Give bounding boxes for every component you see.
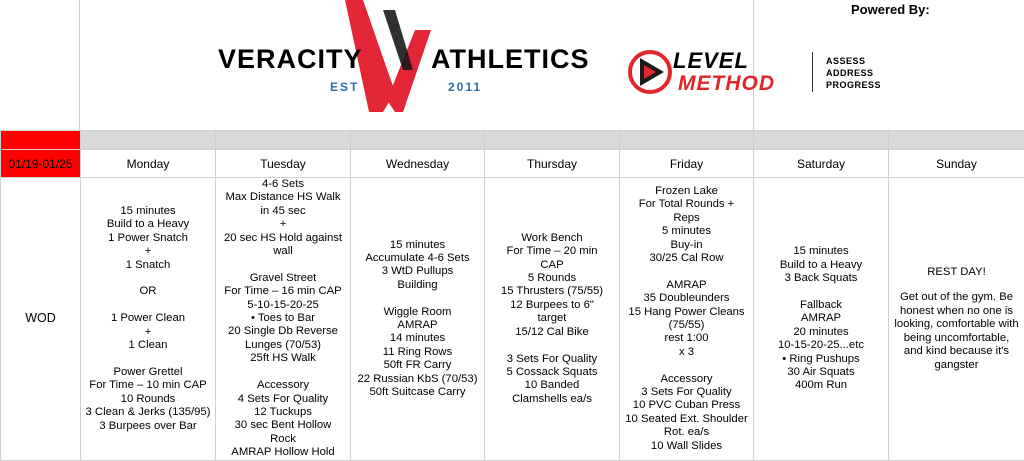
workout-line: 4-6 Sets <box>216 178 350 191</box>
workout-line: 50ft Suitcase Carry <box>351 386 484 399</box>
tagline-progress: PROGRESS <box>826 80 881 90</box>
band-cell <box>754 131 889 150</box>
spacer <box>620 265 753 278</box>
sunday-title: REST DAY! <box>893 266 1020 279</box>
method-word: METHOD <box>678 72 775 96</box>
tagline-assess: ASSESS <box>826 56 866 66</box>
brand-est: EST <box>330 80 359 94</box>
workout-line: 20 minutes <box>754 326 888 339</box>
wod-cell-wednesday <box>351 178 485 461</box>
workout-line: wall <box>216 245 350 258</box>
band-cell <box>81 131 216 150</box>
wod-row-label: WOD <box>1 178 81 461</box>
workout-line: target <box>485 312 619 325</box>
spacer <box>81 353 215 366</box>
workout-line: Power Grettel <box>81 366 215 379</box>
workout-line: 3 Burpees over Bar <box>81 420 215 433</box>
brand-year: 2011 <box>448 80 482 94</box>
workout-line: 15/12 Cal Bike <box>485 326 619 339</box>
spacer <box>351 292 484 305</box>
workout-line: For Total Rounds + <box>620 198 753 211</box>
spacer <box>81 272 215 285</box>
header-band-row <box>1 131 1024 150</box>
date-range-cell: 01/19-01/25 <box>1 150 81 178</box>
workout-line: Rot. ea/s <box>620 426 753 439</box>
day-header-wednesday: Wednesday <box>351 150 485 178</box>
workout-line: 15 minutes <box>351 239 484 252</box>
day-header-row <box>1 150 1024 178</box>
level-word: LEVEL <box>673 48 749 74</box>
workout-line: 10 PVC Cuban Press <box>620 399 753 412</box>
workout-line: 1 Snatch <box>81 259 215 272</box>
day-header-thursday: Thursday <box>485 150 620 178</box>
workout-line: Frozen Lake <box>620 185 753 198</box>
wod-cell-saturday <box>754 178 889 461</box>
workout-line: 3 Sets For Quality <box>620 386 753 399</box>
workout-line: AMRAP <box>620 279 753 292</box>
band-cell <box>889 131 1024 150</box>
workout-line: (75/55) <box>620 319 753 332</box>
workout-line: 1 Power Snatch <box>81 232 215 245</box>
band-cell <box>1 131 81 150</box>
brand-left: VERACITY <box>218 44 363 75</box>
workout-line: in 45 sec <box>216 205 350 218</box>
day-header-sunday: Sunday <box>889 150 1024 178</box>
workout-line: 5-10-15-20-25 <box>216 299 350 312</box>
day-header-friday: Friday <box>620 150 754 178</box>
workout-line: AMRAP Hollow Hold <box>216 446 350 459</box>
wod-cell-sunday <box>889 178 1024 461</box>
header-divider <box>79 0 80 130</box>
workout-line: 12 Burpees to 6" <box>485 299 619 312</box>
workout-line: 30 Air Squats <box>754 366 888 379</box>
sunday-text: Get out of the gym. Be honest when no one is looking, comfortable with being uncomfortable, and kind because it's gangster <box>893 291 1020 371</box>
workout-line: 50ft FR Carry <box>351 359 484 372</box>
workout-line: Building <box>351 279 484 292</box>
workout-line: 4 Sets For Quality <box>216 393 350 406</box>
workout-line: 10 Seated Ext. Shoulder <box>620 413 753 426</box>
brand-right: ATHLETICS <box>431 44 590 75</box>
powered-by-label: Powered By: <box>851 2 930 17</box>
workout-line: 10 Wall Slides <box>620 440 753 453</box>
workout-line: Accessory <box>620 373 753 386</box>
day-header-tuesday: Tuesday <box>216 150 351 178</box>
band-cell <box>351 131 485 150</box>
workout-line: 3 Clean & Jerks (135/95) <box>81 406 215 419</box>
workout-line: 15 minutes <box>754 245 888 258</box>
workout-line: 22 Russian KbS (70/53) <box>351 373 484 386</box>
workout-line: Build to a Heavy <box>754 259 888 272</box>
workout-line: Work Bench <box>485 232 619 245</box>
band-cell <box>485 131 620 150</box>
workout-line: + <box>216 218 350 231</box>
workout-line: Lunges (70/53) <box>216 339 350 352</box>
workout-line: 25ft HS Walk <box>216 352 350 365</box>
spacer <box>216 366 350 379</box>
day-header-monday: Monday <box>81 150 216 178</box>
workout-line: 12 Tuckups <box>216 406 350 419</box>
workout-line: 10 Rounds <box>81 393 215 406</box>
wod-cell-thursday <box>485 178 620 461</box>
workout-line: 3 WtD Pullups <box>351 265 484 278</box>
logo-divider <box>812 52 813 92</box>
workout-line: 20 Single Db Reverse <box>216 325 350 338</box>
workout-line: Max Distance HS Walk <box>216 191 350 204</box>
workout-line: 35 Doubleunders <box>620 292 753 305</box>
wod-cell-tuesday <box>216 178 351 461</box>
workout-line: 400m Run <box>754 379 888 392</box>
workout-line: AMRAP <box>351 319 484 332</box>
workout-line: 30/25 Cal Row <box>620 252 753 265</box>
header <box>0 0 1024 130</box>
workout-line: + <box>81 326 215 339</box>
workout-line: 10-15-20-25...etc <box>754 339 888 352</box>
workout-line: 14 minutes <box>351 332 484 345</box>
wod-row <box>1 178 1024 461</box>
spacer <box>81 299 215 312</box>
workout-line: For Time – 16 min CAP <box>216 285 350 298</box>
workout-line: Accumulate 4-6 Sets <box>351 252 484 265</box>
workout-line: Accessory <box>216 379 350 392</box>
workout-line: 5 minutes <box>620 225 753 238</box>
spacer <box>754 285 888 298</box>
spacer <box>216 258 350 271</box>
workout-line: 30 sec Bent Hollow <box>216 419 350 432</box>
workout-line: For Time – 10 min CAP <box>81 379 215 392</box>
header-divider <box>753 0 754 130</box>
spacer <box>893 279 1020 291</box>
workout-line: 15 Hang Power Cleans <box>620 306 753 319</box>
workout-line: 1 Clean <box>81 339 215 352</box>
workout-line: CAP <box>485 259 619 272</box>
workout-line: OR <box>81 285 215 298</box>
workout-line: + <box>81 245 215 258</box>
workout-line: 15 minutes <box>81 205 215 218</box>
workout-line: Fallback <box>754 299 888 312</box>
spacer <box>485 339 619 352</box>
workout-line: 20 sec HS Hold against <box>216 232 350 245</box>
workout-line: Gravel Street <box>216 272 350 285</box>
spacer <box>620 359 753 372</box>
workout-line: Rock <box>216 433 350 446</box>
workout-line: Reps <box>620 212 753 225</box>
wod-cell-friday <box>620 178 754 461</box>
band-cell <box>216 131 351 150</box>
workout-line: Buy-in <box>620 239 753 252</box>
workout-line: For Time – 20 min <box>485 245 619 258</box>
workout-line: Build to a Heavy <box>81 218 215 231</box>
workout-line: x 3 <box>620 346 753 359</box>
workout-line: Clamshells ea/s <box>485 393 619 406</box>
weekly-schedule-table <box>0 130 1024 461</box>
day-header-saturday: Saturday <box>754 150 889 178</box>
workout-line: 3 Back Squats <box>754 272 888 285</box>
workout-line: rest 1:00 <box>620 332 753 345</box>
workout-line: AMRAP <box>754 312 888 325</box>
workout-line: 10 Banded <box>485 379 619 392</box>
level-method-logo-icon <box>628 48 672 101</box>
workout-line: 1 Power Clean <box>81 312 215 325</box>
band-cell <box>620 131 754 150</box>
workout-line: • Toes to Bar <box>216 312 350 325</box>
wod-cell-monday <box>81 178 216 461</box>
workout-line: 11 Ring Rows <box>351 346 484 359</box>
workout-line: 5 Cossack Squats <box>485 366 619 379</box>
workout-line: 3 Sets For Quality <box>485 353 619 366</box>
workout-line: 5 Rounds <box>485 272 619 285</box>
workout-line: Wiggle Room <box>351 306 484 319</box>
tagline-address: ADDRESS <box>826 68 874 78</box>
workout-line: 15 Thrusters (75/55) <box>485 285 619 298</box>
workout-line: • Ring Pushups <box>754 353 888 366</box>
